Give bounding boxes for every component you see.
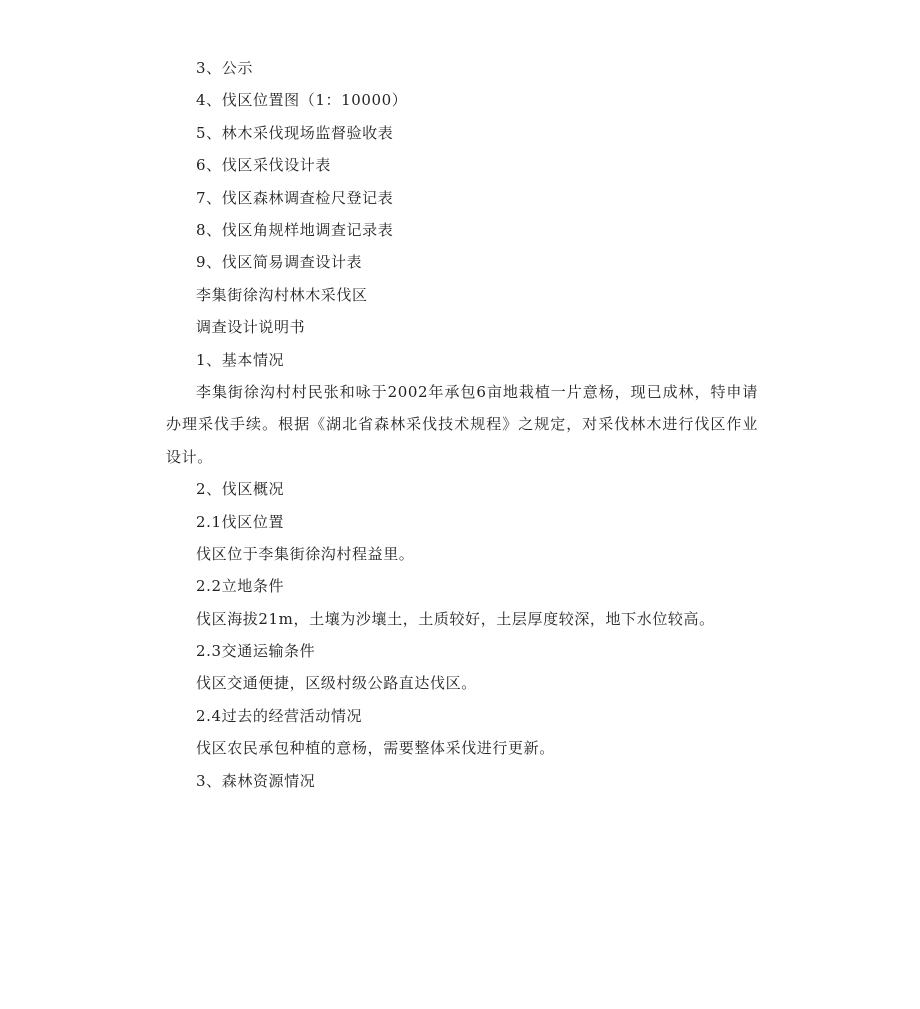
subsection-heading-transport: 2.3交通运输条件 bbox=[196, 642, 316, 661]
subsection-heading-past-activities: 2.4过去的经营活动情况 bbox=[196, 706, 363, 725]
paragraph-basic-info: 李集街徐沟村村民张和咏于2002年承包6亩地栽植一片意杨，现已成林，特申请办理采伐手续。根据《湖北省森林采伐技术规程》之规定，对采伐林木进行伐区作业设计。 bbox=[166, 382, 758, 466]
list-item-announcement: 3、公示 bbox=[196, 59, 253, 77]
section-heading-cutting-area: 2、伐区概况 bbox=[196, 480, 285, 499]
paragraph-site-conditions: 伐区海拔21m，土壤为沙壤土，土质较好，土层厚度较深，地下水位较高。 bbox=[196, 609, 715, 628]
paragraph-transport: 伐区交通便捷，区级村级公路直达伐区。 bbox=[196, 674, 477, 693]
list-item-location-map: 4、伐区位置图（1：10000） bbox=[196, 91, 408, 110]
document-title-line-1: 李集街徐沟村林木采伐区 bbox=[196, 285, 368, 304]
document-title-line-2: 调查设计说明书 bbox=[196, 318, 306, 337]
subsection-heading-location: 2.1伐区位置 bbox=[196, 512, 285, 531]
list-item-acceptance-form: 5、林木采伐现场监督验收表 bbox=[196, 123, 394, 142]
list-item-simple-survey-table: 9、伐区简易调查设计表 bbox=[196, 253, 363, 272]
paragraph-past-activities: 伐区农民承包种植的意杨，需要整体采伐进行更新。 bbox=[196, 739, 555, 758]
document-body bbox=[166, 52, 758, 797]
list-item-sample-plot-record: 8、伐区角规样地调查记录表 bbox=[196, 220, 394, 239]
section-heading-basic-info: 1、基本情况 bbox=[196, 350, 285, 369]
subsection-heading-site-conditions: 2.2立地条件 bbox=[196, 577, 285, 596]
paragraph-location: 伐区位于李集街徐沟村程益里。 bbox=[196, 544, 415, 563]
section-heading-forest-resources: 3、森林资源情况 bbox=[196, 771, 316, 790]
list-item-survey-register: 7、伐区森林调查检尺登记表 bbox=[196, 188, 394, 207]
list-item-design-table: 6、伐区采伐设计表 bbox=[196, 156, 331, 175]
